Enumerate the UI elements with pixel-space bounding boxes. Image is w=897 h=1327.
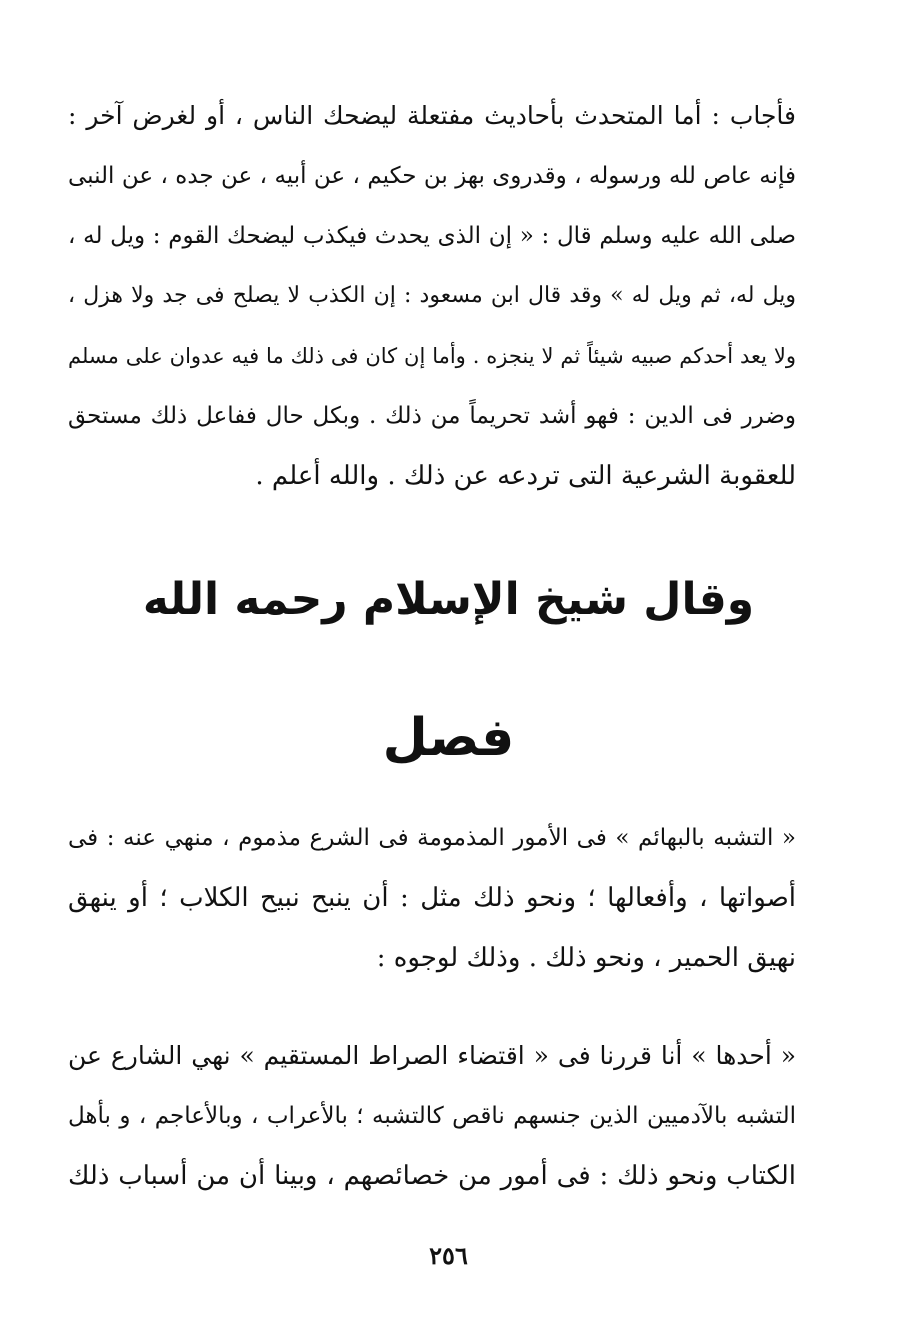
chapter-title: فصل [382,708,515,768]
text-line: الكتاب ونحو ذلك : فى أمور من خصائصهم ، وبينا أن من أسباب ذلك [68,1161,796,1191]
text-line: أصواتها ، وأفعالها ؛ ونحو ذلك مثل : أن ينبح نبيح الكلاب ؛ أو ينهق [68,883,796,913]
text-line: فإنه عاص لله ورسوله ، وقدروى بهز بن حكيم ، عن أبيه ، عن جده ، عن النبى [68,163,796,189]
text-line: التشبه بالآدميين الذين جنسهم ناقص كالتشبه ؛ بالأعراب ، وبالأعاجم ، و بأهل [68,1103,796,1129]
text-line: ويل له، ثم ويل له » وقد قال ابن مسعود : إن الكذب لا يصلح فى جد ولا هزل ، [68,283,796,308]
text-line: صلى الله عليه وسلم قال : « إن الذى يحدث فيكذب ليضحك القوم : ويل له ، [68,223,796,249]
text-line: فأجاب : أما المتحدث بأحاديث مفتعلة ليضحك الناس ، أو لغرض آخر : [68,101,796,130]
intro-paragraph [68,808,796,988]
text-line: للعقوبة الشرعية التى تردعه عن ذلك . والله أعلم . [255,461,796,491]
page-number: ٢٥٦ [429,1241,468,1270]
text-line: وضرر فى الدين : فهو أشد تحريماً من ذلك . وبكل حال ففاعل ذلك مستحق [68,403,796,429]
text-line: « أحدها » أنا قررنا فى « اقتضاء الصراط المستقيم » نهي الشارع عن [68,1041,796,1070]
text-line: ولا يعد أحدكم صبيه شيئاً ثم لا ينجزه . وأما إن كان فى ذلك ما فيه عدوان على مسلم [68,344,796,368]
first-reason-paragraph [68,1026,796,1206]
text-line: « التشبه بالبهائم » فى الأمور المذمومة فى الشرع مذموم ، منهي عنه : فى [68,825,796,851]
text-line: نهيق الحمير ، ونحو ذلك . وذلك لوجوه : [376,943,796,973]
fatwa-answer-paragraph [68,86,796,506]
section-heading: وقال شيخ الإسلام رحمه الله [142,574,755,625]
